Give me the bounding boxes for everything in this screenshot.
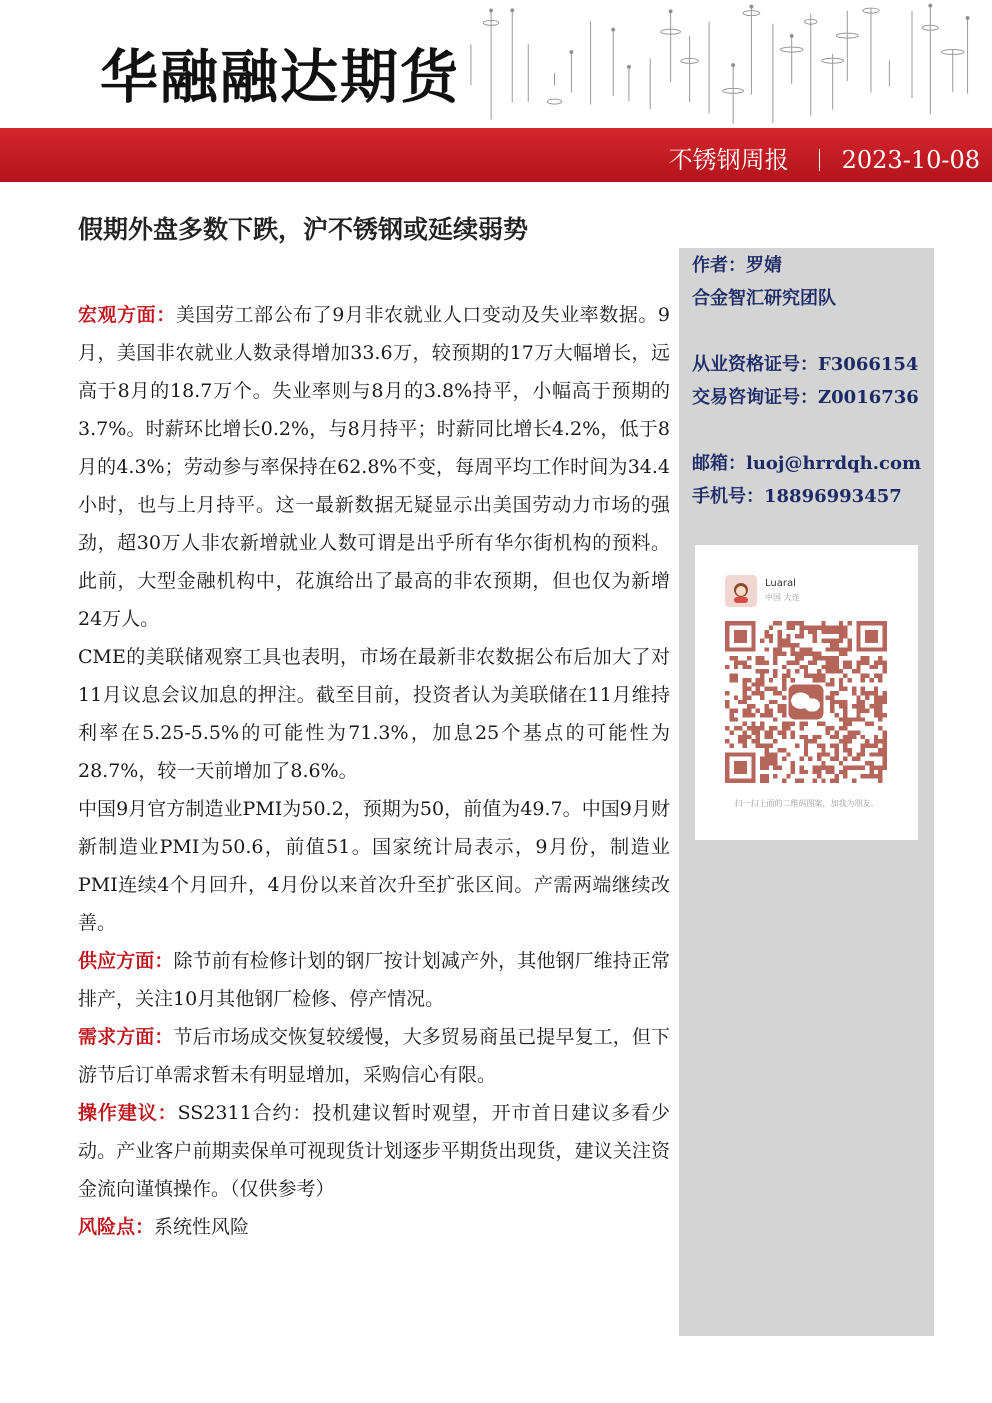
qr-user-name: Luaral <box>765 578 796 589</box>
decorative-lines-graphic <box>455 0 992 128</box>
report-body <box>78 296 670 1246</box>
section-cme <box>78 638 670 790</box>
section-pmi <box>78 790 670 942</box>
phone: 手机号：18896993457 <box>692 486 902 507</box>
report-date: 2023-10-08 <box>841 146 980 174</box>
author-name: 作者：罗婧 <box>692 255 782 276</box>
section-advice <box>78 1094 670 1208</box>
section-text: 节后市场成交恢复较缓慢，大多贸易商虽已提早复工，但下游节后订单需求暂未有明显增加，采购信心有限。 <box>78 1026 670 1086</box>
section-text: CME的美联储观察工具也表明，市场在最新非农数据公布后加大了对11月议息会议加息的押注。截至目前，投资者认为美联储在11月维持利率在5.25-5.5%的可能性为71.3%，加息25个基点的可能性为28.7%，较一天前增加了8.6%。 <box>78 646 670 782</box>
team-name: 合金智汇研究团队 <box>692 288 836 309</box>
section-demand <box>78 1018 670 1094</box>
section-supply <box>78 942 670 1018</box>
section-label: 操作建议： <box>78 1102 178 1124</box>
banner-divider <box>819 149 820 171</box>
qr-code[interactable] <box>721 621 891 783</box>
section-label: 宏观方面： <box>78 304 176 326</box>
girl-avatar-icon <box>729 579 753 603</box>
section-text: 除节前有检修计划的钢厂按计划减产外，其他钢厂维持正常排产，关注10月其他钢厂检修、停产情况。 <box>78 950 670 1010</box>
author-sidebar <box>679 248 934 1336</box>
section-macro <box>78 296 670 638</box>
avatar <box>725 575 757 607</box>
header-banner <box>0 128 992 182</box>
section-label: 需求方面： <box>78 1026 174 1048</box>
section-text: 系统性风险 <box>154 1216 250 1238</box>
section-risk <box>78 1208 670 1246</box>
section-label: 风险点： <box>78 1216 155 1238</box>
email[interactable]: 邮箱：luoj@hrrdqh.com <box>692 453 922 474</box>
section-text: SS2311合约：投机建议暂时观望，开市首日建议多看少动。产业客户前期卖保单可视现货计划逐步平期货出现货，建议关注资金流向谨慎操作。（仅供参考） <box>78 1102 670 1200</box>
report-type: 不锈钢周报 <box>668 146 789 174</box>
company-logo: 华融融达期货 <box>100 43 461 111</box>
wechat-qr-card <box>695 545 918 840</box>
headline: 假期外盘多数下跌，沪不锈钢或延续弱势 <box>78 215 529 244</box>
section-text: 中国9月官方制造业PMI为50.2，预期为50，前值为49.7。中国9月财新制造业PMI为50.6，前值51。国家统计局表示，9月份，制造业PMI连续4个月回升，4月份以来首次升至扩张区间。产需两端继续改善。 <box>78 798 670 934</box>
qr-user-region: 中国 大连 <box>765 593 800 602</box>
section-label: 供应方面： <box>78 950 174 972</box>
section-text: 美国劳工部公布了9月非农就业人口变动及失业率数据。9月，美国非农就业人数录得增加33.6万，较预期的17万大幅增长，远高于8月的18.7万个。失业率则与8月的3.8%持平，小幅高于预期的3.7%。时薪环比增长0.2%，与8月持平；时薪同比增长4.2%，低于8月的4.3%；劳动参与率保持在62.8%不变，每周平均工作时间为34.4小时，也与上月持平。这一最新数据无疑显示出美国劳动力市场的强劲，超30万人非农新增就业人数可谓是出乎所有华尔街机构的预料。此前，大型金融机构中，花旗给出了最高的非农预期，但也仅为新增24万人。 <box>78 304 670 630</box>
consult-license-number: 交易咨询证号：Z0016736 <box>692 387 919 408</box>
license-number: 从业资格证号：F3066154 <box>692 354 919 375</box>
qr-caption: 扫一扫上面的二维码图案，加我为朋友。 <box>734 799 879 808</box>
